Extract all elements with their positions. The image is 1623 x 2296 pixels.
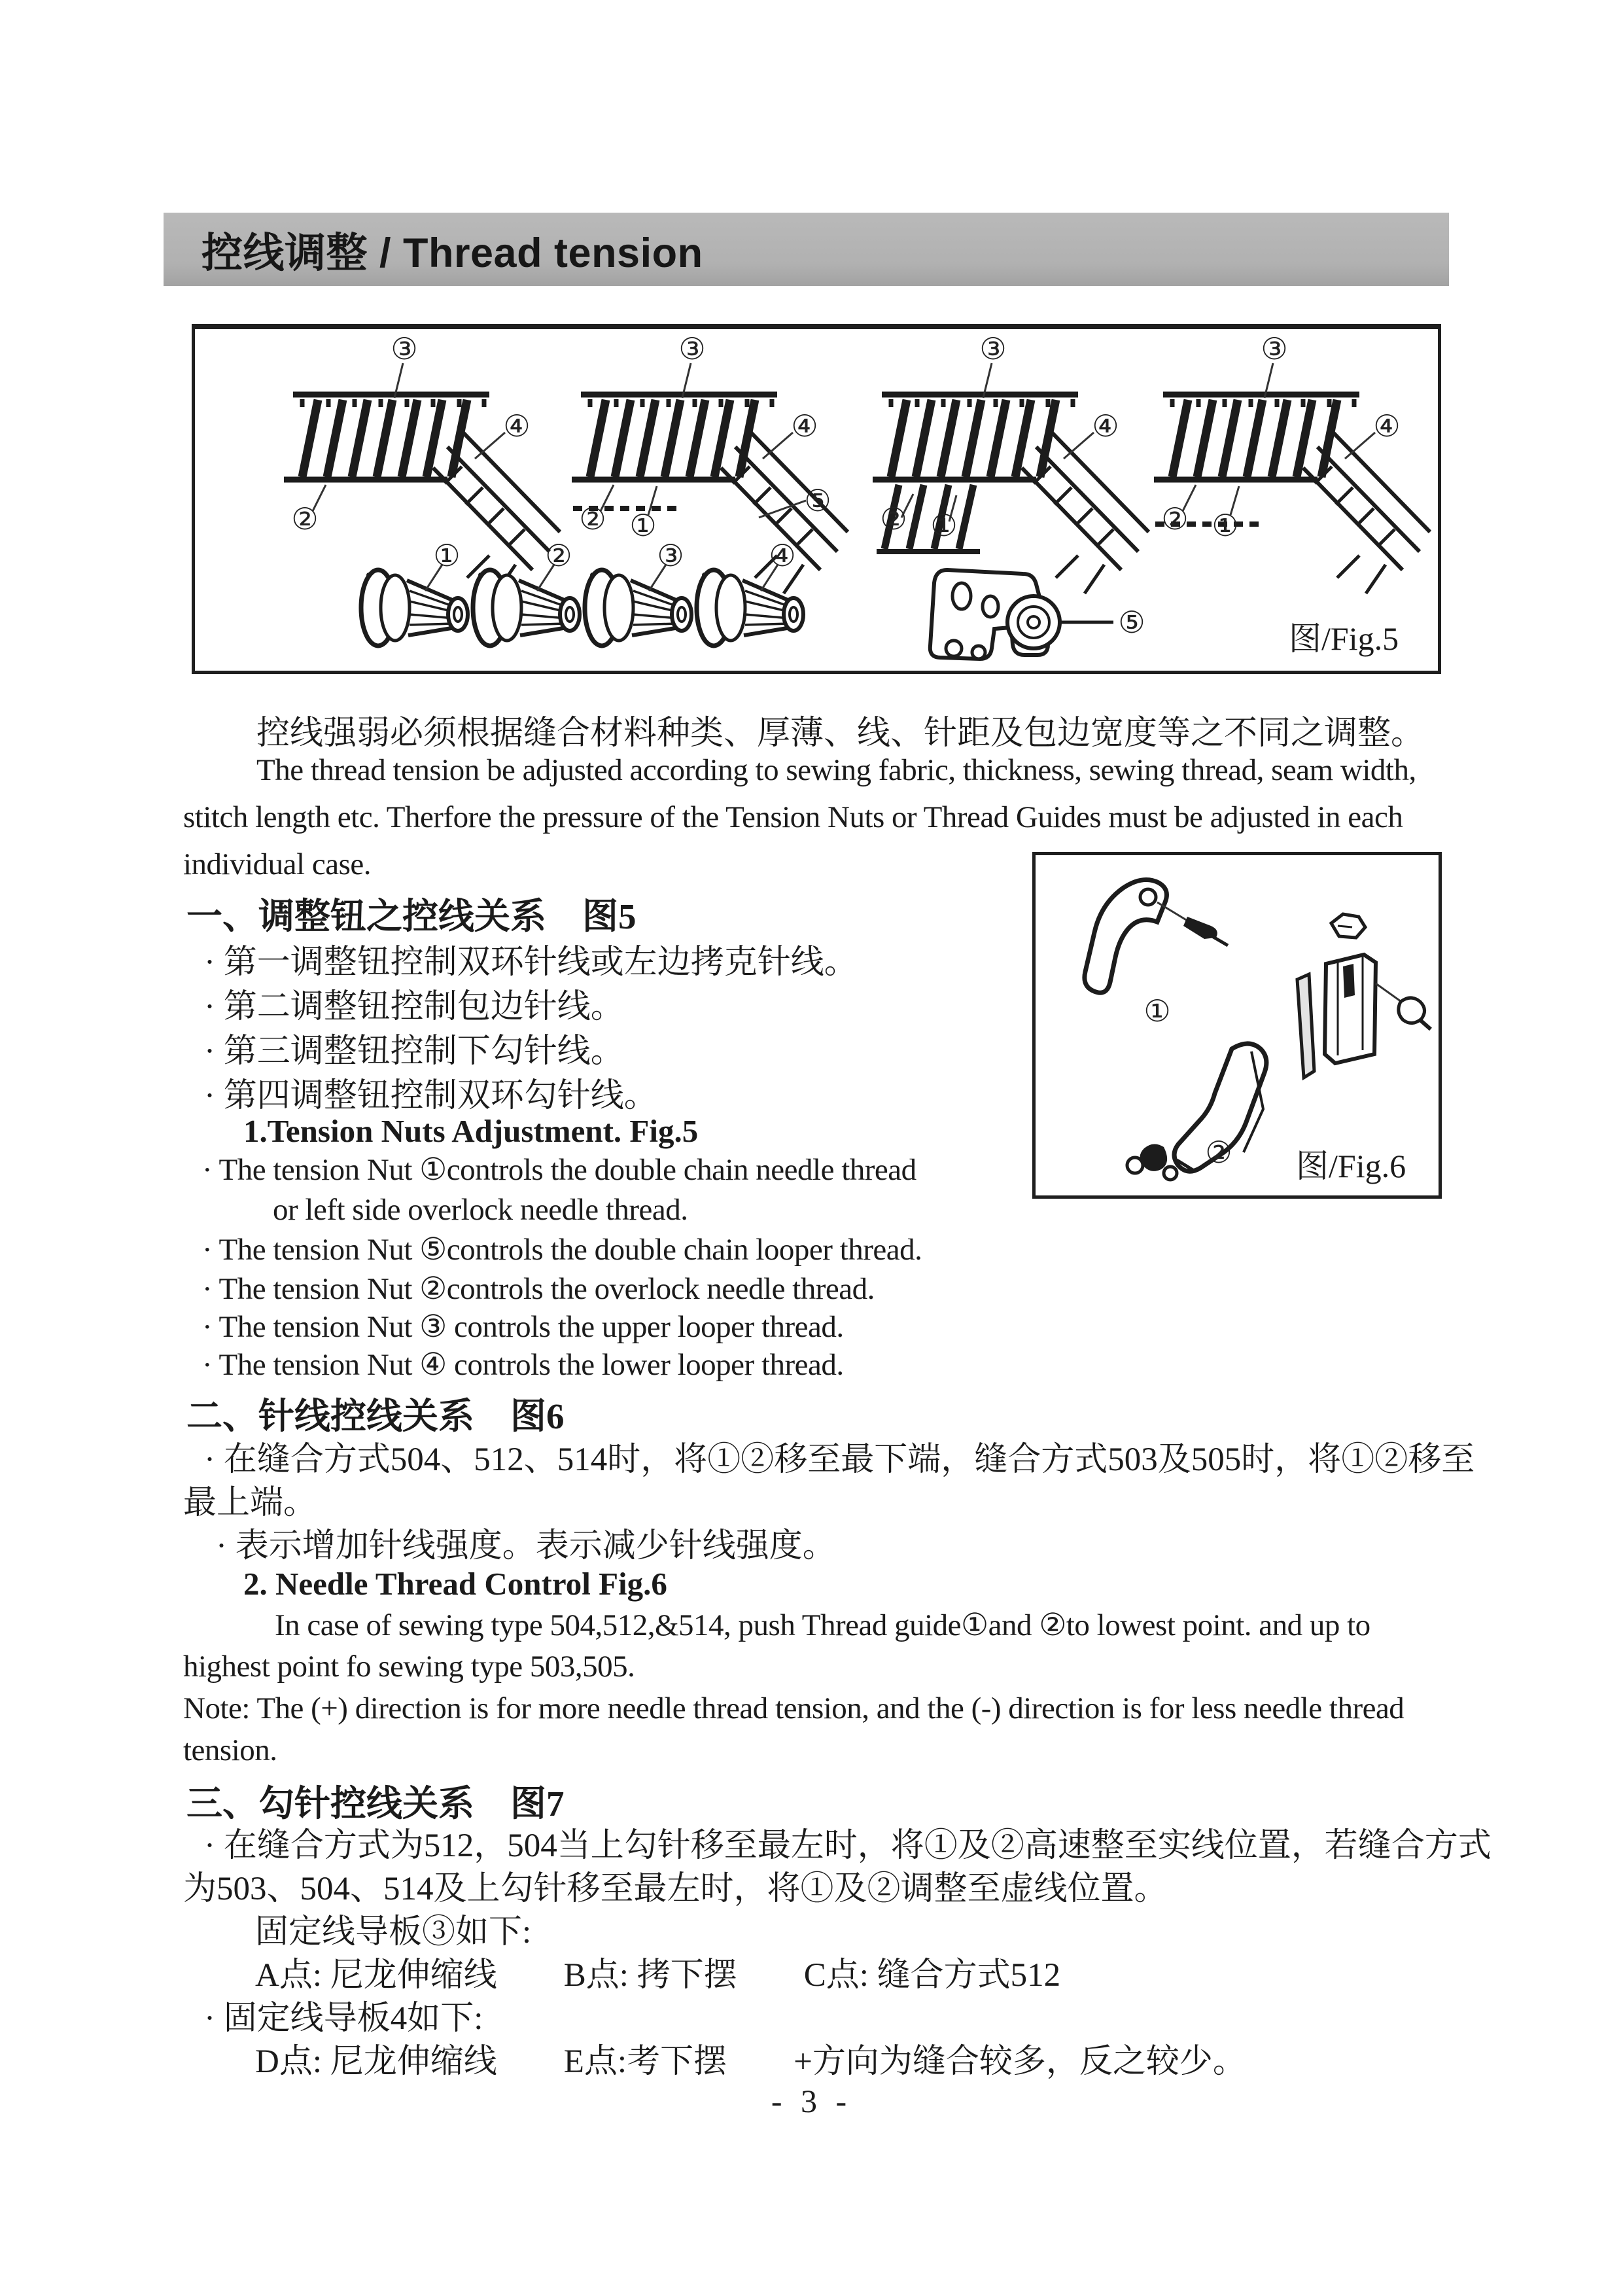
- stitch-diagram-3: [873, 331, 1149, 593]
- figure-6-label: 图/Fig.6: [1296, 1148, 1406, 1184]
- section3-heading: 三、勾针控线关系 图7: [186, 1784, 565, 1824]
- callout-2: ②: [1161, 501, 1189, 537]
- callout-4: ④: [1373, 408, 1401, 444]
- section2-heading: 二、针线控线关系 图6: [186, 1396, 565, 1436]
- section1-item: · 第四调整钮控制双环勾针线。: [204, 1078, 657, 1114]
- tension-nut-line: · The tension Nut ⑤controls the double chain looper thread.: [202, 1233, 922, 1267]
- section2-line: 最上端。: [183, 1485, 317, 1521]
- callout-3: ③: [657, 538, 684, 573]
- callout-2: ②: [880, 501, 907, 537]
- callout-1: ①: [629, 508, 657, 543]
- callout-5: ⑤: [804, 483, 831, 518]
- section2-line: · 表示增加针线强度。表示减少针线强度。: [216, 1528, 836, 1564]
- section3-line: D点: 尼龙伸缩线 E点:考下摆 +方向为缝合较多，反之较少。: [255, 2043, 1246, 2080]
- tension-nut-line: · The tension Nut ①controls the double chain needle thread: [202, 1153, 916, 1187]
- callout-2: ②: [579, 501, 606, 537]
- callout-1: ①: [1143, 993, 1171, 1029]
- needle-clamp-assembly: [1297, 914, 1431, 1078]
- intro-en-line3: individual case.: [183, 847, 371, 881]
- needle-thread-line: highest point fo sewing type 503,505.: [183, 1650, 635, 1684]
- section3-line: 为503、504、514及上勾针移至最左时，将①及②调整至虚线位置。: [183, 1871, 1168, 1907]
- callout-4: ④: [1092, 408, 1119, 444]
- callout-3: ③: [678, 331, 706, 366]
- section1-heading: 一、调整钮之控线关系 图5: [186, 896, 637, 936]
- figure-5-label: 图/Fig.5: [1289, 620, 1399, 657]
- thread-guide-1: [1085, 880, 1228, 1029]
- page-number: - 3 -: [771, 2083, 852, 2119]
- section1-item: · 第二调整钮控制包边针线。: [204, 989, 624, 1025]
- callout-3: ③: [979, 331, 1007, 366]
- intro-en-line1: The thread tension be adjusted according to sewing fabric, thickness, sewing thread, seam width,: [256, 753, 1416, 787]
- stitch-diagram-1: [284, 331, 560, 593]
- section1-item: · 第一调整钮控制双环针线或左边拷克针线。: [204, 944, 858, 981]
- callout-2: ②: [291, 501, 319, 537]
- section1-item: · 第三调整钮控制下勾针线。: [204, 1033, 624, 1070]
- callout-3: ③: [391, 331, 418, 366]
- figure-5-box: [192, 324, 1441, 674]
- needle-thread-subheading: 2. Needle Thread Control Fig.6: [243, 1566, 667, 1602]
- section3-line: · 在缝合方式为512，504当上勾针移至最左时，将①及②高速整至实线位置，若缝合方式: [204, 1828, 1492, 1864]
- section3-line: 固定线导板③如下:: [255, 1914, 532, 1951]
- figure-6-drawing: [1036, 855, 1432, 1189]
- callout-2: ②: [1205, 1135, 1232, 1170]
- tension-nut-icon-2: [473, 538, 580, 646]
- thread-guide-2: [1127, 1044, 1266, 1180]
- section3-line: A点: 尼龙伸缩线 B点: 拷下摆 C点: 缝合方式512: [255, 1957, 1061, 1994]
- callout-2: ②: [545, 538, 572, 573]
- section2-line: · 在缝合方式504、512、514时，将①②移至最下端，缝合方式503及505时，将①②移至: [204, 1441, 1475, 1478]
- stitch-diagram-2: [572, 331, 848, 593]
- callout-3: ③: [1261, 331, 1288, 366]
- clamp-assembly: [930, 570, 1145, 659]
- tension-nuts-subheading: 1.Tension Nuts Adjustment. Fig.5: [243, 1113, 699, 1149]
- callout-4: ④: [791, 408, 818, 444]
- needle-thread-line: tension.: [183, 1733, 277, 1767]
- tension-nut-line: · The tension Nut ③ controls the upper looper thread.: [202, 1310, 844, 1344]
- section3-line: · 固定线导板4如下:: [204, 2000, 483, 2037]
- intro-en-line2: stitch length etc. Therfore the pressure of the Tension Nuts or Thread Guides must be adjusted in each: [183, 800, 1403, 834]
- stitch-diagram-4: [1154, 331, 1430, 593]
- callout-1: ①: [433, 538, 461, 573]
- callout-4: ④: [769, 538, 796, 573]
- callout-1: ①: [1212, 508, 1239, 543]
- intro-cn: 控线强弱必须根据缝合材料种类、厚薄、线、针距及包边宽度等之不同之调整。: [256, 715, 1425, 752]
- tension-nut-icon-1: [361, 538, 468, 646]
- callout-5: ⑤: [1118, 605, 1145, 640]
- tension-nut-line: or left side overlock needle thread.: [273, 1193, 688, 1227]
- section-banner: [164, 213, 1449, 286]
- tension-nut-icon-4: [697, 538, 803, 646]
- figure-6-box: [1032, 852, 1442, 1199]
- tension-nut-line: · The tension Nut ④ controls the lower looper thread.: [202, 1348, 844, 1382]
- callout-4: ④: [503, 408, 531, 444]
- tension-nut-icon-3: [585, 538, 691, 646]
- tension-nut-line: · The tension Nut ②controls the overlock needle thread.: [202, 1272, 875, 1306]
- needle-thread-line: Note: The (+) direction is for more needle thread tension, and the (-) direction is for less needle thread: [183, 1691, 1405, 1725]
- needle-thread-line: In case of sewing type 504,512,&514, push Thread guide①and ②to lowest point. and up to: [275, 1608, 1370, 1642]
- page-title: 控线调整 / Thread tension: [201, 230, 703, 276]
- figure-5-drawing: [195, 329, 1431, 662]
- callout-1: ①: [930, 508, 958, 543]
